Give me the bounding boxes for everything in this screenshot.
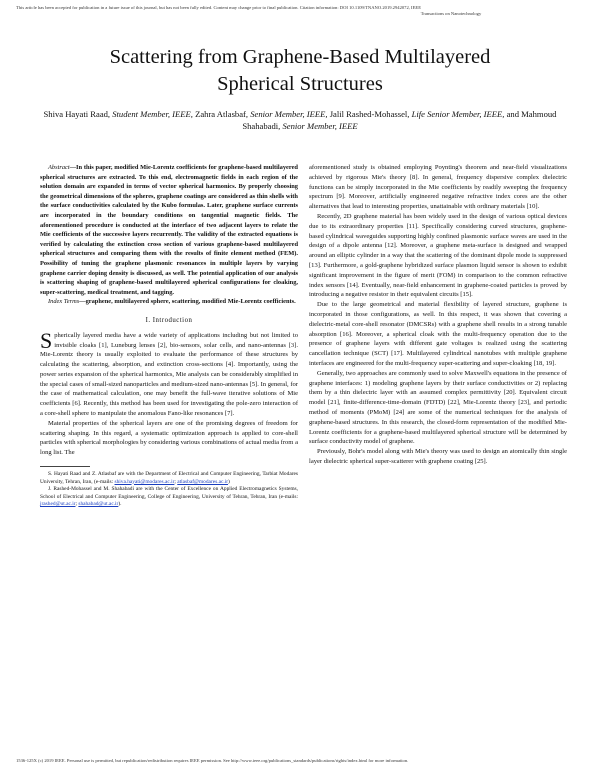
- index-terms-lead: Index Terms: [48, 298, 80, 306]
- author-role: Life Senior Member, IEEE,: [411, 109, 505, 119]
- intro-paragraph-1: [40, 327, 298, 419]
- abstract-text: —In this paper, modified Mie-Lorentz coefficients for graphene-based multilayered spherical structures are extracted. To this end, electromagnetic fields in each region of the solution domain are expanded in terms of vector spherical harmonics. By properly choosing the geometrical dimensions of the spheres, graphene coatings are considered as thin shells with the surface conductivities calculated by the Kubo formulas. Later, graphene surface currents are incorporated in the boundary conditions on tangential magnetic fields. The aforementioned procedure is conducted at the interface of two adjacent layers to relate the Mie coefficients of the successive layers recurrently. The validity of the extracted equations is verified by calculating the extinction cross section of various graphene-based multilayered spherical structures and comparing them with the results of finite element method (FEM). Possibility of tuning the graphene plasmonic resonances in multiple layers by varying graphene carrier doping density is discussed, as well. The potential application of our analysis is scattering shaping of graphene-based multilayered spherical configurations for cloaking, super-scattering, medical treatment, and tagging.: [40, 164, 298, 296]
- author-list: [40, 108, 560, 132]
- body-paragraph: aforementioned study is obtained employing Poynting's theorem and near-field visualizations achieved by rigorous Mie's theory [8]. In general, frequency dispersive complex dielectric functions can be simply incorporated in the Mie coefficients by readily sweeping the frequency spectrum [9]. Moreover, artificially engineered negative refractive index cores are the other alternatives that lead to interesting properties, unattainable with ordinary materials [10].: [309, 164, 567, 211]
- title-line-2: Spherical Structures: [217, 73, 383, 95]
- copyright-footer: 1536-125X (c) 2019 IEEE. Personal use is permitted, but republication/redistribution requires IEEE permission. See http://www.ieee.org/publications_standards/publications/rights/index.html for more information.: [16, 758, 409, 763]
- journal-header: [16, 5, 586, 17]
- header-line-2: Transactions on Nanotechnology: [420, 10, 482, 16]
- index-terms: [40, 297, 298, 307]
- drop-cap: S: [40, 327, 53, 353]
- email-link[interactable]: atlasbaf@modares.ac.ir: [177, 478, 229, 485]
- body-paragraph: Recently, 2D graphene material has been widely used in the design of various optical devices due to its extraordinary properties [11]. Specifically considering curved structures, graphene-based cylindrical waveguides supporting highly confined plasmonic surface waves are used in the design of a dipole antenna [12]. Moreover, a graphene meta-surface is designed and wrapped around an elliptic cylinder in a way that the scattering of the dominant dipole mode is suppressed [13]. Furthermore, a gold-graphene hybridized surface plasmon liquid sensor is shown to exhibit significant improvement in the figure of merit (FOM) in comparison to the common refractive index sensors [14]. Eventually, near-field enhancement in graphene-coated particles is proved by introducing a negative resistor in their equivalent circuits [15].: [309, 212, 567, 299]
- footnote-close: ): [228, 478, 230, 485]
- paper-title: [40, 44, 560, 98]
- index-terms-text: —graphene, multilayered sphere, scattering, modified Mie-Lorentz coefficients.: [79, 298, 296, 306]
- email-link[interactable]: shahabad@ut.ac.ir: [78, 501, 119, 508]
- author-name: Jalil Rashed-Mohassel,: [329, 109, 410, 119]
- author-role: Senior Member, IEEE: [282, 121, 358, 131]
- author-name: Zahra Atlasbaf,: [195, 109, 249, 119]
- title-line-1: Scattering from Graphene-Based Multilayered: [109, 46, 491, 68]
- author-role: Student Member, IEEE,: [112, 109, 193, 119]
- footnote-separator: ;: [174, 478, 176, 485]
- left-column: [40, 163, 298, 509]
- footnote-divider: [40, 466, 90, 467]
- intro-paragraph-1-text: pherically layered media have a wide variety of applications including but not limited to invisible cloaks [1], Luneburg lenses [2], bio-sensors, solar cells, and nano-antennas [3]. Mie-Lorentz theory is usually exploited to evaluate the performance of these structures by calculating the scattering, absorption, and extinction cross-sections [4]. Importantly, using the power series expansion of the spherical harmonics, Mie analysis can be considerably simplified in the special cases of small-sized nanoparticles and medium-sized nano-antennas [5]. In general, for the case of mathematical calculation, one may benefit the full-wave iterative solutions of Mie coefficients [6]. Recently, this method has been used for investigating the pole-zero interaction of a core-shell sphere to manipulate the anomalous Fano-like resonances [7].: [40, 331, 298, 418]
- section-heading-introduction: I. Introduction: [145, 316, 193, 324]
- abstract-lead: Abstract: [48, 164, 70, 171]
- intro-paragraph-2: Material properties of the spherical layers are one of the promising degrees of freedom for scattering shaping. In this regard, a systematic optimization approach is applied to core-shell particles with spherical morphologies by considering various combinations of actual media from a long list. The: [40, 419, 298, 457]
- author-role: Senior Member, IEEE,: [250, 109, 328, 119]
- body-paragraph: Generally, two approaches are commonly used to solve Maxwell's equations in the presence of graphene interfaces: 1) modeling graphene layers by their surface conductivities or 2) replacing them by a thin dielectric layer with an assumed complex permittivity [20]. Equivalent circuit model [21], finite-difference-time-domain (FDTD) [22], Mie-Lorentz theory [23], and periodic method of moments (PMoM) [24] are some of the numerical techniques for the analysis of graphene-based structures. In this research, the closed-form representation of the modified Mie-Lorentz coefficients for a graphene-based multilayered spherical structure will be determined by surface conductivity model of graphene.: [309, 369, 567, 446]
- abstract: [40, 163, 298, 297]
- footnote-2: [40, 486, 298, 509]
- email-link[interactable]: jrashed@ut.ac.ir: [40, 501, 76, 508]
- author-name: Shiva Hayati Raad,: [43, 109, 111, 119]
- author-name: and Mahmoud Shahabadi,: [242, 109, 557, 131]
- footnote-2-text: J. Rashed-Mohassel and M. Shahabadi are with the Center of Excellence on Applied Electromagnetics Systems, School of Electrical and Computer Engineering, College of Engineering, University of Tehran, Tehran, Iran (e-mails:: [40, 486, 298, 500]
- body-paragraph: Previously, Bohr's model along with Mie's theory was used to design an atomically thin single layer dielectric spherical super-scatterer with graphene coating [25].: [309, 448, 567, 465]
- footnote-close: ).: [118, 501, 122, 508]
- header-line-1: This article has been accepted for publication in a future issue of this journal, but has not been fully edited. Content may change prior to final publication. Citation information: DOI 10.1109/TNANO.2019.2942072, IEEE: [16, 5, 422, 10]
- footnote-1-text: S. Hayati Raad and Z. Atlasbaf are with the Department of Electrical and Computer Engineering, Tarbiat Modares University, Tehran, Iran, (e-mails:: [40, 471, 298, 485]
- footnote-1: [40, 471, 298, 486]
- right-column: [309, 163, 567, 467]
- email-link[interactable]: shiva.hayati@modares.ac.ir: [114, 478, 175, 485]
- body-paragraph: Due to the large geometrical and material flexibility of layered structure, graphene is incorporated in those configurations, as well. In this respect, it was shown that covering a dielectric-metal core-shell resonator (DMCSRs) with a graphene shell results in a strong tunable absorption [16]. Moreover, a spherical cloak with the multi-frequency operation due to the presence of graphene layers with different gate voltages is realized using the scattering cancellation technique (SCT) [17]. Multilayered cylindrical nanotubes with multiple graphene interfaces are engineered for the multi-frequency super-scattering and super-cloaking [18, 19].: [309, 301, 567, 367]
- footnote-separator: ;: [75, 501, 77, 508]
